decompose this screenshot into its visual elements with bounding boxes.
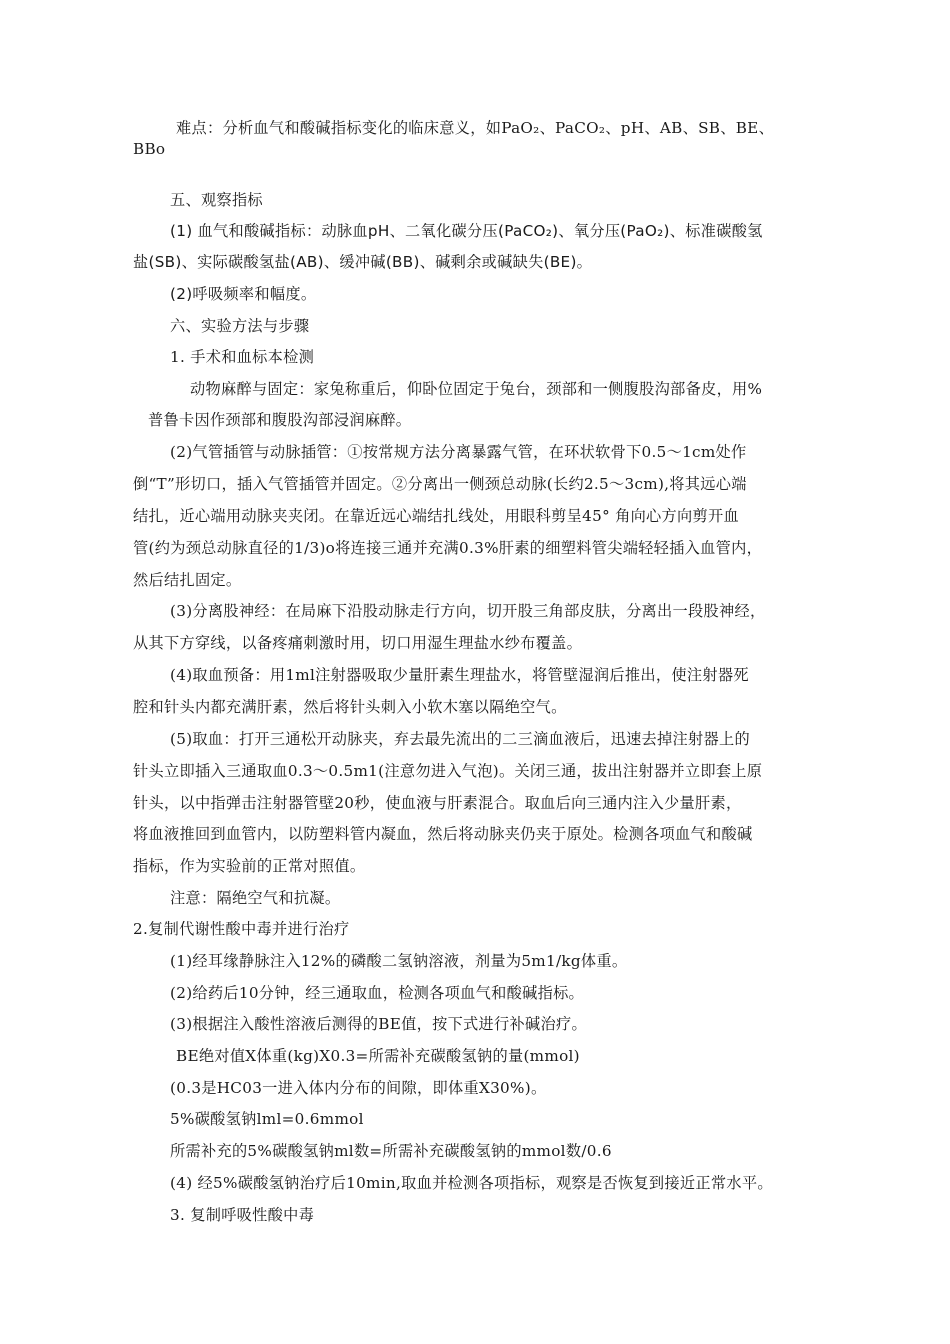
paragraph-femoral-nerve-cont: 从其下方穿线，以备疼痛刺激时用，切口用湿生理盐水纱布覆盖。 — [133, 634, 583, 652]
paragraph-intubation-cont-4: 然后结扎固定。 — [133, 571, 242, 589]
paragraph-anesthesia-cont: 普鲁卡因作颈部和腹股沟部浸润麻醉。 — [148, 411, 412, 429]
observation-item-1-cont: 盐(SB)、实际碳酸氢盐(AB)、缓冲碱(BB)、碱剩余或碱缺失(BE)。 — [133, 253, 593, 271]
paragraph-blood-sampling: (5)取血：打开三通松开动脉夹，弃去最先流出的二三滴血液后，迅速去掉注射器上的 — [170, 730, 750, 748]
step-heading-1: 1. 手术和血标本检测 — [170, 348, 315, 366]
step-2-item-4: (4) 经5%碳酸氢钠治疗后10min,取血并检测各项指标，观察是否恢复到接近正常水平。 — [170, 1174, 773, 1192]
section-heading-methods: 六、实验方法与步骤 — [170, 317, 310, 335]
note-line: 注意：隔绝空气和抗凝。 — [170, 889, 341, 907]
step-heading-3: 3. 复制呼吸性酸中毒 — [170, 1206, 315, 1224]
paragraph-blood-sampling-cont-3: 将血液推回到血管内，以防塑料管内凝血，然后将动脉夹仍夹于原处。检测各项血气和酸碱 — [133, 825, 753, 843]
formula-line: BE绝对值X体重(kg)X0.3=所需补充碳酸氢钠的量(mmol) — [176, 1047, 580, 1065]
paragraph-intubation: (2)气管插管与动脉插管：①按常规方法分离暴露气管，在环状软骨下0.5〜1cm处作 — [170, 443, 747, 461]
paragraph-intubation-cont-1: 倒“T”形切口，插入气管插管并固定。②分离出一侧颈总动脉(长约2.5〜3cm),将其远心端 — [133, 475, 747, 493]
step-2-item-3: (3)根据注入酸性溶液后测得的BE值，按下式进行补碱治疗。 — [170, 1015, 587, 1033]
paragraph-blood-sampling-cont-1: 针头立即插入三通取血0.3〜0.5m1(注意勿进入气泡)。关闭三通，拔出注射器并立即套上原 — [133, 762, 763, 780]
formula-note: (0.3是HC03一进入体内分布的间隙，即体重X30%)。 — [170, 1079, 547, 1097]
paragraph-femoral-nerve: (3)分离股神经：在局麻下沿股动脉走行方向，切开股三角部皮肤，分离出一段股神经， — [170, 602, 766, 620]
step-heading-2: 2.复制代谢性酸中毒并进行治疗 — [133, 920, 350, 938]
step-2-item-2: (2)给药后10分钟，经三通取血，检测各项血气和酸碱指标。 — [170, 984, 585, 1002]
conversion-line: 5%碳酸氢钠lml=0.6mmol — [170, 1110, 364, 1128]
difficulty-line: 难点：分析血气和酸碱指标变化的临床意义，如PaO₂、PaCO₂、pH、AB、SB、BE、 — [176, 119, 775, 137]
section-heading-observation: 五、观察指标 — [170, 191, 263, 209]
step-2-item-1: (1)经耳缘静脉注入12%的磷酸二氢钠溶液，剂量为5m1/kg体重。 — [170, 952, 628, 970]
paragraph-intubation-cont-3: 管(约为颈总动脉直径的1/3)o将连接三通并充满0.3%肝素的细塑料管尖端轻轻插入血管内， — [133, 539, 763, 557]
difficulty-line-cont: BBo — [133, 140, 166, 158]
observation-item-1: (1) 血气和酸碱指标：动脉血pH、二氧化碳分压(PaCO₂)、氧分压(PaO₂)、标准碳酸氢 — [170, 222, 763, 240]
paragraph-blood-sampling-cont-2: 针头，以中指弹击注射器管壁20秒，使血液与肝素混合。取血后向三通内注入少量肝素， — [133, 794, 742, 812]
paragraph-blood-prep: (4)取血预备：用1ml注射器吸取少量肝素生理盐水，将管壁湿润后推出，使注射器死 — [170, 666, 749, 684]
paragraph-blood-sampling-cont-4: 指标，作为实验前的正常对照值。 — [133, 857, 366, 875]
paragraph-anesthesia: 动物麻醉与固定：家兔称重后，仰卧位固定于兔台，颈部和一侧腹股沟部备皮，用% — [190, 380, 763, 398]
dose-formula-line: 所需补充的5%碳酸氢钠ml数=所需补充碳酸氢钠的mmol数/0.6 — [170, 1142, 612, 1160]
paragraph-blood-prep-cont: 腔和针头内都充满肝素，然后将针头刺入小软木塞以隔绝空气。 — [133, 698, 567, 716]
paragraph-intubation-cont-2: 结扎，近心端用动脉夹夹闭。在靠近远心端结扎线处，用眼科剪呈45° 角向心方向剪开血 — [133, 507, 739, 525]
observation-item-2: (2)呼吸频率和幅度。 — [170, 285, 317, 303]
